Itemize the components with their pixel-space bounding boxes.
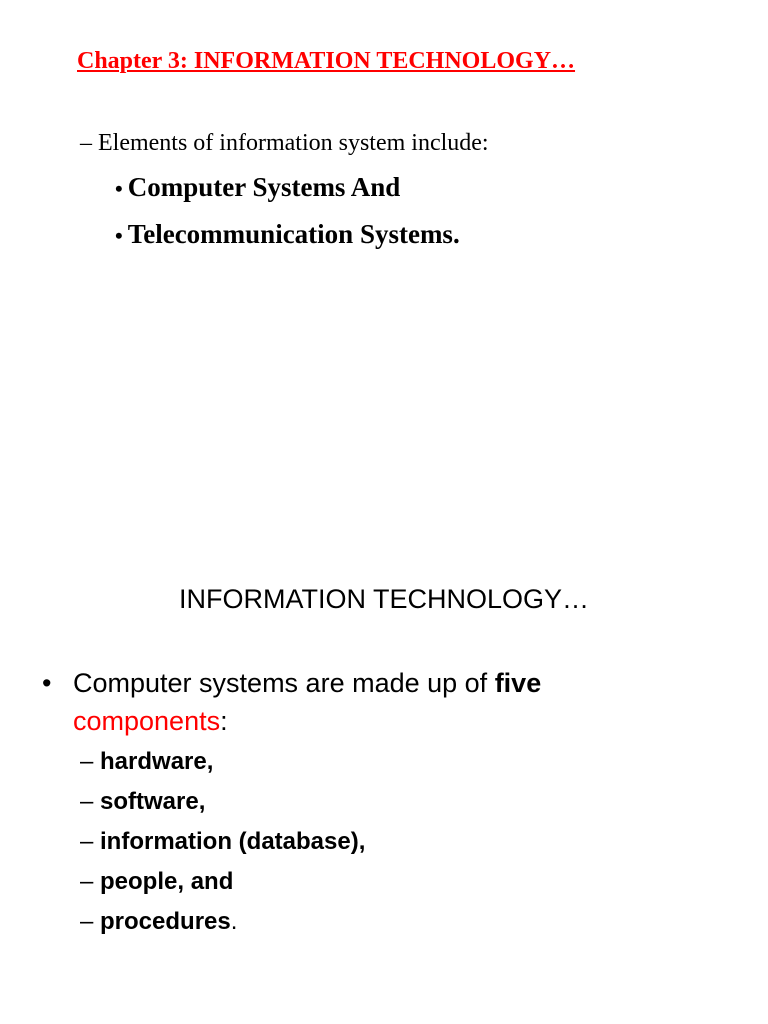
list-item-text: procedures bbox=[100, 908, 231, 935]
bullet-dot: • bbox=[42, 668, 52, 698]
main-bullet bbox=[42, 664, 682, 740]
list-item bbox=[80, 902, 365, 942]
list-dash: – bbox=[80, 868, 101, 895]
main-bullet-prefix: Computer systems are made up of bbox=[73, 668, 495, 698]
bullet-dot: • bbox=[115, 223, 123, 248]
list-item-text: information (database), bbox=[100, 828, 366, 855]
list-item-text: software, bbox=[100, 788, 206, 815]
main-bullet-suffix: : bbox=[220, 706, 228, 736]
bullet-computer-systems bbox=[115, 172, 400, 203]
bullet-text: Computer Systems And bbox=[127, 172, 401, 202]
list-dash: – bbox=[80, 828, 101, 855]
list-dash: – bbox=[80, 908, 101, 935]
bullet-text: Telecommunication Systems. bbox=[127, 219, 460, 249]
main-bullet-bold-word: five bbox=[494, 668, 542, 698]
list-item bbox=[80, 862, 365, 902]
main-bullet-text bbox=[73, 664, 682, 740]
bullet-telecommunication-systems bbox=[115, 219, 460, 250]
list-item bbox=[80, 822, 365, 862]
chapter-title: Chapter 3: INFORMATION TECHNOLOGY… bbox=[77, 48, 576, 74]
list-item-tail: . bbox=[230, 908, 238, 935]
components-list bbox=[80, 742, 365, 942]
list-item bbox=[80, 782, 365, 822]
main-bullet-red-word: components bbox=[73, 706, 221, 736]
list-dash: – bbox=[80, 748, 101, 775]
list-item bbox=[80, 742, 365, 782]
list-item-text: people, and bbox=[100, 868, 234, 895]
slide-title: INFORMATION TECHNOLOGY… bbox=[178, 584, 590, 614]
sub-item-elements: – Elements of information system include: bbox=[80, 130, 489, 156]
bullet-dot: • bbox=[115, 176, 123, 201]
slide-2 bbox=[0, 512, 768, 1024]
list-dash: – bbox=[80, 788, 101, 815]
list-item-text: hardware, bbox=[100, 748, 214, 775]
